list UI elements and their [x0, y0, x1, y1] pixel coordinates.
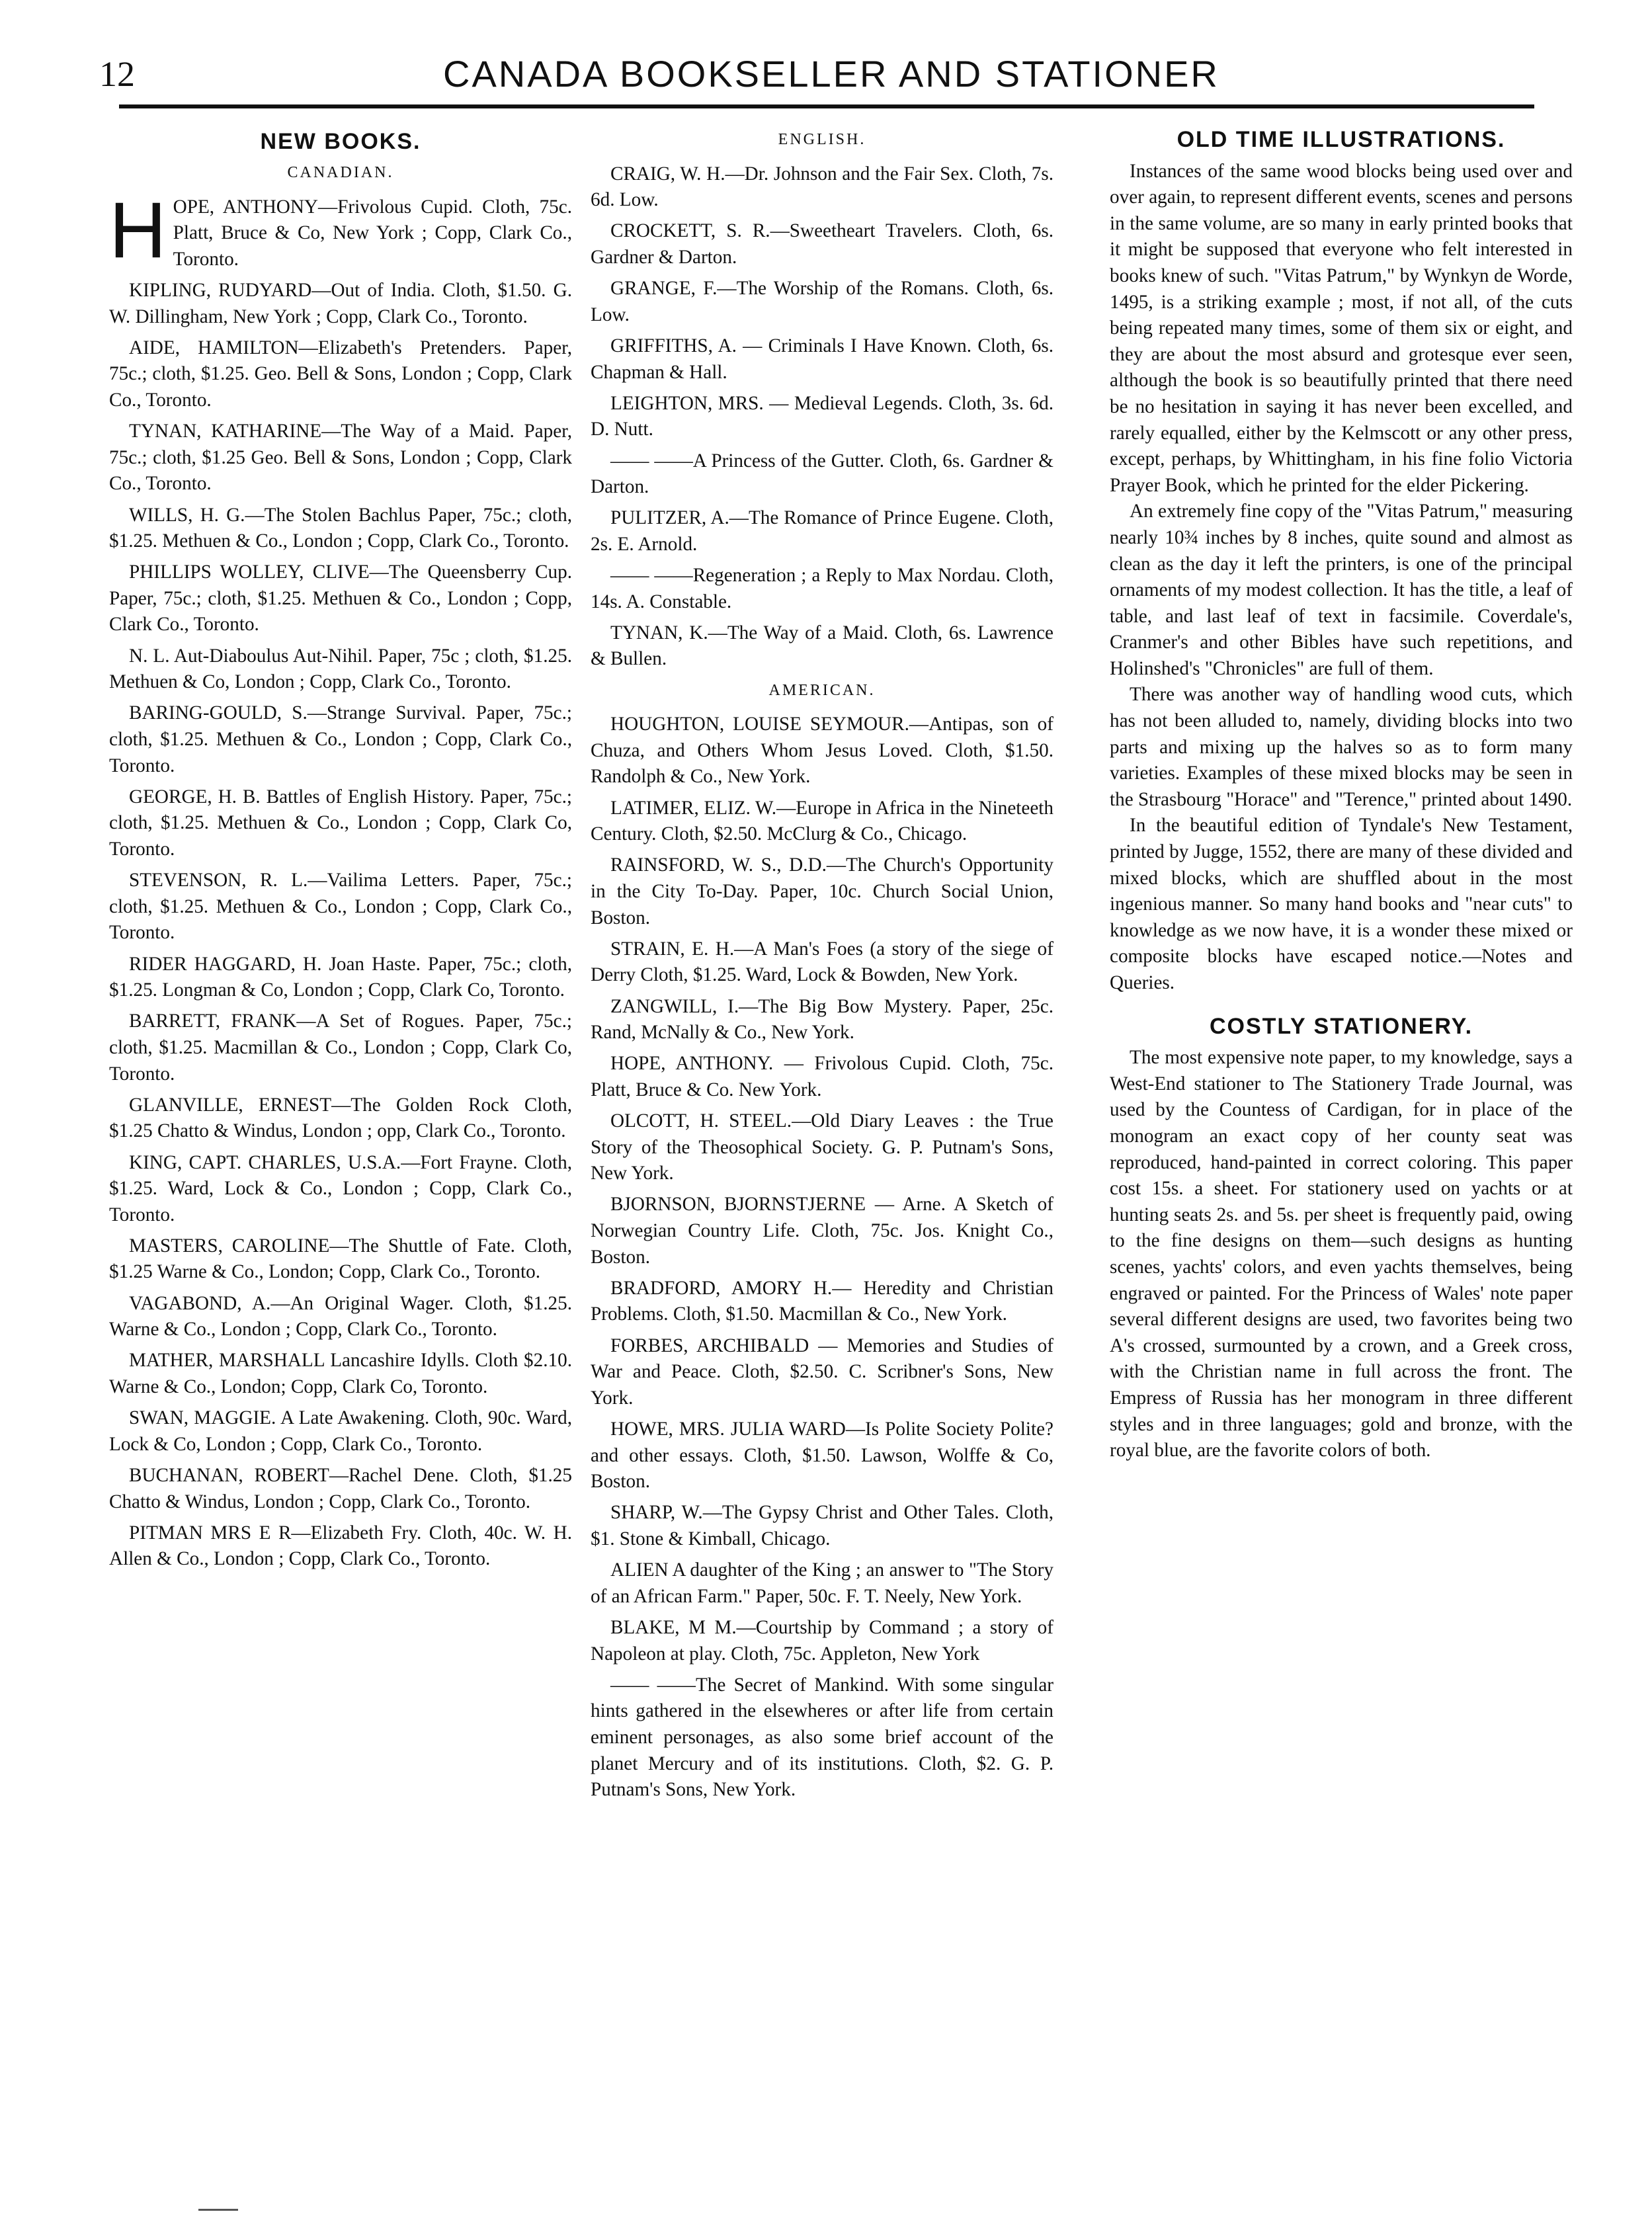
book-entry-text: MASTERS, CAROLINE—The Shuttle of Fate. Cloth, $1.25 Warne & Co., London; Copp, Clark Co., Toronto.	[109, 1235, 572, 1283]
page-number: 12	[99, 54, 135, 94]
book-entry-text: GEORGE, H. B. Battles of English History. Paper, 75c.; cloth, $1.25. Methuen & Co., London ; Copp, Clark Co, Toronto.	[109, 786, 572, 860]
article-paragraph: The most expensive note paper, to my knowledge, says a West-End stationer to The Stationery Trade Journal, was used by the Countess of Cardigan, for in place of the monogram an exact copy of her county seat was reproduced, hand-painted in correct coloring. This paper cost 15s. a sheet. For stationery used on yachts or at hunting seats 2s. and 5s. per sheet is frequently paid, owing to the fine designs on them—such designs as hunting scenes, yachts' colors, and even yachts themselves, being engraved or painted. For the Princess of Wales' note paper several different designs are used, two favorites being two A's crossed, surmounted by a crown, and a Greek cross, with the Christian name in full across the front. The Empress of Russia has her monogram in three different styles and in three languages; gold and bronze, with the royal blue, are the favorite colors of both.	[1110, 1047, 1573, 1462]
book-entry	[109, 1291, 572, 1343]
book-entry	[591, 936, 1053, 989]
book-entry	[109, 1009, 572, 1087]
book-entry	[109, 1520, 572, 1573]
book-entry-text: BLAKE, M M.—Courtship by Command ; a story of Napoleon at play. Cloth, 75c. Appleton, New York	[591, 1616, 1053, 1665]
book-entry-text: GLANVILLE, ERNEST—The Golden Rock Cloth, $1.25 Chatto & Windus, London ; opp, Clark Co., Toronto.	[109, 1094, 572, 1142]
book-entry-text: PITMAN MRS E R—Elizabeth Fry. Cloth, 40c. W. H. Allen & Co., London ; Copp, Clark Co., Toronto.	[109, 1522, 572, 1570]
book-entry	[591, 852, 1053, 931]
book-entry	[591, 620, 1053, 673]
book-entry	[591, 1051, 1053, 1103]
book-entry-text: GRANGE, F.—The Worship of the Romans. Cloth, 6s. Low.	[591, 278, 1053, 325]
book-entry-text: KIPLING, RUDYARD—Out of India. Cloth, $1.50. G. W. Dillingham, New York ; Copp, Clark Co., Toronto.	[109, 279, 572, 327]
book-entry-text: MATHER, MARSHALL Lancashire Idylls. Cloth $2.10. Warne & Co., London; Copp, Clark Co, Toronto.	[109, 1350, 572, 1398]
book-entry	[109, 1463, 572, 1515]
book-entry-text: HOWE, MRS. JULIA WARD—Is Polite Society Polite? and other essays. Cloth, $1.50. Lawson, Wolffe & Co, Boston.	[591, 1419, 1053, 1493]
book-entry	[591, 994, 1053, 1046]
book-entry	[591, 505, 1053, 557]
new-books-heading: NEW BOOKS.	[260, 129, 421, 154]
book-entry	[109, 952, 572, 1004]
book-entry-text: ZANGWILL, I.—The Big Bow Mystery. Paper, 25c. Rand, McNally & Co., New York.	[591, 995, 1053, 1044]
book-entry	[109, 868, 572, 946]
book-entry	[591, 1333, 1053, 1412]
column-1	[109, 127, 572, 1578]
book-entry	[109, 1348, 572, 1400]
book-entry	[109, 1092, 572, 1145]
book-entry-text: BRADFORD, AMORY H.— Heredity and Christian Problems. Cloth, $1.50. Macmillan & Co., New York.	[591, 1277, 1053, 1325]
book-entry	[109, 419, 572, 497]
book-entry-text: AIDE, HAMILTON—Elizabeth's Pretenders. Paper, 75c.; cloth, $1.25. Geo. Bell & Sons, London ; Copp, Clark Co., Toronto.	[109, 337, 572, 411]
book-entry-text: ALIEN A daughter of the King ; an answer to "The Story of an African Farm." Paper, 50c. F. T. Neely, New York.	[591, 1559, 1053, 1607]
page-header	[99, 48, 1541, 101]
book-entry	[591, 1276, 1053, 1328]
book-entry-text: FORBES, ARCHIBALD — Memories and Studies of War and Peace. Cloth, $2.50. C. Scribner's Sons, New York.	[591, 1335, 1053, 1409]
book-entry-text: N. L. Aut-Diaboulus Aut-Nihil. Paper, 75c ; cloth, $1.25. Methuen & Co, London ; Copp, Clark Co., Toronto.	[109, 645, 572, 693]
english-book-list	[591, 161, 1053, 673]
book-entry-text: OPE, ANTHONY—Frivolous Cupid. Cloth, 75c. Platt, Bruce & Co, New York ; Copp, Clark Co., Toronto.	[173, 196, 572, 270]
book-entry-text: KING, CAPT. CHARLES, U.S.A.—Fort Frayne. Cloth, $1.25. Ward, Lock & Co., London ; Copp, Clark Co., Toronto.	[109, 1151, 572, 1225]
book-entry	[591, 218, 1053, 270]
book-entry	[109, 1150, 572, 1229]
footer-mark	[198, 2209, 238, 2211]
book-entry	[591, 563, 1053, 615]
american-book-list	[591, 712, 1053, 1803]
american-label: AMERICAN.	[768, 681, 876, 699]
book-entry	[591, 796, 1053, 848]
book-entry-text: VAGABOND, A.—An Original Wager. Cloth, $1.25. Warne & Co., London ; Copp, Clark Co., Toronto.	[109, 1292, 572, 1340]
book-entry-text: PHILLIPS WOLLEY, CLIVE—The Queensberry Cup. Paper, 75c.; cloth, $1.25. Methuen & Co., London ; Copp, Clark Co., Toronto.	[109, 561, 572, 636]
book-entry	[109, 1233, 572, 1286]
book-entry	[591, 1672, 1053, 1803]
book-entry	[591, 391, 1053, 443]
old-time-illustrations-heading: OLD TIME ILLUSTRATIONS.	[1177, 127, 1506, 152]
book-entry-text: PULITZER, A.—The Romance of Prince Eugene. Cloth, 2s. E. Arnold.	[591, 507, 1053, 555]
book-entry-text: SWAN, MAGGIE. A Late Awakening. Cloth, 90c. Ward, Lock & Co, London ; Copp, Clark Co., Toronto.	[109, 1407, 572, 1455]
book-entry	[591, 1615, 1053, 1667]
book-entry-text: RAINSFORD, W. S., D.D.—The Church's Opportunity in the City To-Day. Paper, 10c. Church Social Union, Boston.	[591, 854, 1053, 928]
book-entry-text: OLCOTT, H. STEEL.—Old Diary Leaves : the True Story of the Theosophical Society. G. P. Putnam's Sons, New York.	[591, 1110, 1053, 1184]
book-entry	[591, 161, 1053, 214]
article-paragraph: An extremely fine copy of the "Vitas Patrum," measuring nearly 10¾ inches by 8 inches, quite sound and almost as clean as the day it left the printers, is one of the principal ornaments of my modest collection. It has the title, a leaf of table, and last leaf of text in facsimile. Coverdale's, Cranmer's and other Bibles have such repetitions, and Holinshed's "Chronicles" are full of them.	[1110, 501, 1573, 679]
header-rule	[119, 104, 1534, 108]
book-entry-text: —— ——The Secret of Mankind. With some singular hints gathered in the elsewheres or after life from certain eminent personages, as also some brief account of the planet Mercury and of its institutions. Cloth, $2. G. P. Putnam's Sons, New York.	[591, 1674, 1053, 1801]
book-entry-text: TYNAN, KATHARINE—The Way of a Maid. Paper, 75c.; cloth, $1.25 Geo. Bell & Sons, London ; Copp, Clark Co., Toronto.	[109, 421, 572, 495]
book-entry	[591, 448, 1053, 501]
costly-stationery-heading: COSTLY STATIONERY.	[1209, 1013, 1473, 1039]
book-entry	[109, 559, 572, 638]
english-label: ENGLISH.	[778, 131, 866, 148]
book-entry	[109, 335, 572, 414]
book-entry-text: STRAIN, E. H.—A Man's Foes (a story of the siege of Derry Cloth, $1.25. Ward, Lock & Bowden, New York.	[591, 938, 1053, 986]
canadian-book-list	[109, 278, 572, 1573]
journal-title: CANADA BOOKSELLER AND STATIONER	[443, 53, 1219, 95]
canadian-label: CANADIAN.	[287, 164, 394, 181]
book-entry	[109, 278, 572, 330]
book-entry	[591, 276, 1053, 328]
book-entry-first	[109, 185, 572, 274]
book-entry-text: WILLS, H. G.—The Stolen Bachlus Paper, 75c.; cloth, $1.25. Methuen & Co., London ; Copp, Clark Co., Toronto.	[109, 504, 572, 552]
column-3	[1110, 127, 1573, 1464]
book-entry	[591, 1417, 1053, 1495]
book-entry	[591, 1192, 1053, 1270]
book-entry	[109, 1405, 572, 1458]
column-2	[591, 127, 1053, 1808]
book-entry-text: BUCHANAN, ROBERT—Rachel Dene. Cloth, $1.25 Chatto & Windus, London ; Copp, Clark Co., Toronto.	[109, 1465, 572, 1512]
book-entry-text: CROCKETT, S. R.—Sweetheart Travelers. Cloth, 6s. Gardner & Darton.	[591, 220, 1053, 268]
book-entry-text: SHARP, W.—The Gypsy Christ and Other Tales. Cloth, $1. Stone & Kimball, Chicago.	[591, 1502, 1053, 1549]
book-entry	[109, 700, 572, 779]
article-paragraph: There was another way of handling wood cuts, which has not been alluded to, namely, dividing blocks into two parts and mixing up the halves so as to form many varieties. Examples of these mixed blocks may be seen in the Strasbourg "Horace" and "Terence," printed about 1490.	[1110, 684, 1573, 810]
drop-cap: H	[109, 185, 167, 274]
book-entry	[591, 333, 1053, 386]
article-paragraph: Instances of the same wood blocks being used over and over again, to represent different events, scenes and persons in the same volume, are so many in early printed books that it might be supposed that everyone who felt interested in books knew of such. "Vitas Patrum," by Wynkyn de Worde, 1495, is a striking example ; most, if not all, of the cuts being repeated many times, some of them six or eight, and they are about the most absurd and grotesque ever seen, although the book is so beautifully printed that there need be no hesitation in saying it has never been excelled, and rarely equalled, either by the Kelmscott or any other press, except, perhaps, by Whittingham, in his fine folio Victoria Prayer Book, which he printed for the elder Pickering.	[1110, 160, 1573, 496]
book-entry-text: —— ——Regeneration ; a Reply to Max Nordau. Cloth, 14s. A. Constable.	[591, 565, 1053, 612]
old-time-illustrations-body	[1110, 159, 1573, 997]
costly-stationery-body	[1110, 1045, 1573, 1464]
book-entry-text: TYNAN, K.—The Way of a Maid. Cloth, 6s. Lawrence & Bullen.	[591, 622, 1053, 670]
book-entry	[109, 643, 572, 696]
book-entry-text: BARRETT, FRANK—A Set of Rogues. Paper, 75c.; cloth, $1.25. Macmillan & Co., London ; Copp, Clark Co, Toronto.	[109, 1010, 572, 1085]
book-entry-text: BARING-GOULD, S.—Strange Survival. Paper, 75c.; cloth, $1.25. Methuen & Co., London ; Copp, Clark Co., Toronto.	[109, 702, 572, 776]
book-entry	[109, 503, 572, 555]
book-entry-text: BJORNSON, BJORNSTJERNE — Arne. A Sketch of Norwegian Country Life. Cloth, 75c. Jos. Knight Co., Boston.	[591, 1194, 1053, 1268]
article-paragraph: In the beautiful edition of Tyndale's New Testament, printed by Jugge, 1552, there are many of these divided and mixed blocks, which are shuffled about in the most ingenious manner. So many hand books and "near cuts" to knowledge as we now have, it is a wonder these mixed or composite blocks have escaped notice.—Notes and Queries.	[1110, 815, 1573, 993]
book-entry-text: RIDER HAGGARD, H. Joan Haste. Paper, 75c.; cloth, $1.25. Longman & Co, London ; Copp, Clark Co, Toronto.	[109, 953, 572, 1001]
book-entry-text: LEIGHTON, MRS. — Medieval Legends. Cloth, 3s. 6d. D. Nutt.	[591, 392, 1053, 440]
book-entry	[109, 784, 572, 863]
book-entry-text: GRIFFITHS, A. — Criminals I Have Known. Cloth, 6s. Chapman & Hall.	[591, 335, 1053, 383]
book-entry-text: CRAIG, W. H.—Dr. Johnson and the Fair Sex. Cloth, 7s. 6d. Low.	[591, 163, 1053, 211]
book-entry-text: STEVENSON, R. L.—Vailima Letters. Paper, 75c.; cloth, $1.25. Methuen & Co., London ; Copp, Clark Co., Toronto.	[109, 870, 572, 944]
book-entry-text: HOUGHTON, LOUISE SEYMOUR.—Antipas, son of Chuza, and Others Whom Jesus Loved. Cloth, $1.50. Randolph & Co., New York.	[591, 714, 1053, 788]
book-entry	[591, 1500, 1053, 1552]
book-entry-text: —— ——A Princess of the Gutter. Cloth, 6s. Gardner & Darton.	[591, 450, 1053, 498]
book-entry-text: LATIMER, ELIZ. W.—Europe in Africa in the Nineteeth Century. Cloth, $2.50. McClurg & Co., Chicago.	[591, 797, 1053, 845]
book-entry-text: HOPE, ANTHONY. — Frivolous Cupid. Cloth, 75c. Platt, Bruce & Co. New York.	[591, 1053, 1053, 1100]
book-entry	[591, 712, 1053, 790]
book-entry	[591, 1557, 1053, 1610]
book-entry	[591, 1108, 1053, 1187]
section-gap	[1110, 997, 1573, 1014]
